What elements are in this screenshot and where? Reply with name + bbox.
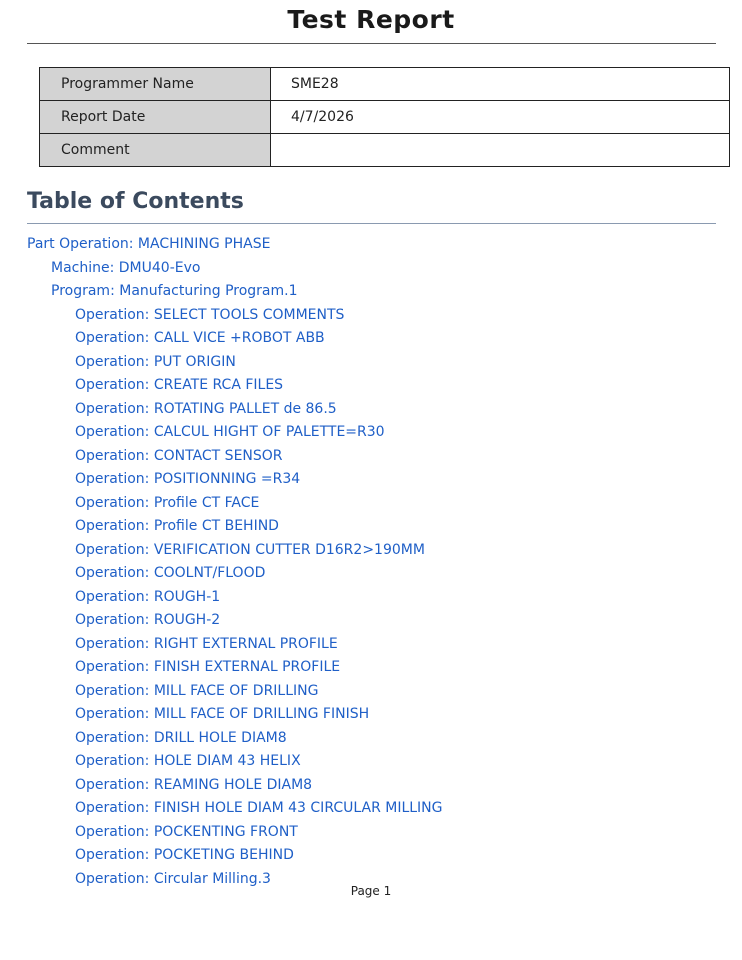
toc-entry: [0, 845, 742, 869]
page-number: Page 1: [350, 884, 392, 898]
title-divider: [27, 43, 716, 44]
toc-link-operation[interactable]: Operation: REAMING HOLE DIAM8: [75, 776, 313, 793]
toc-link-operation[interactable]: Operation: SELECT TOOLS COMMENTS: [75, 306, 345, 323]
toc-entry: [0, 587, 742, 611]
toc-link-operation[interactable]: Operation: CALL VICE +ROBOT ABB: [75, 330, 325, 346]
toc-entry: [0, 798, 742, 822]
toc-link-operation[interactable]: Operation: ROUGH-1: [75, 588, 221, 605]
report-info-table: [39, 67, 730, 167]
toc-entry: [0, 681, 742, 705]
toc-entry: [0, 610, 742, 634]
toc-entry: [0, 469, 742, 493]
toc-link-operation[interactable]: Operation: MILL FACE OF DRILLING FINISH: [75, 706, 370, 722]
toc-entry: [0, 516, 742, 540]
toc-entry: [0, 399, 742, 423]
toc-link-operation[interactable]: Operation: DRILL HOLE DIAM8: [75, 729, 287, 746]
toc-entry: [0, 352, 742, 376]
toc-link-section[interactable]: Program: Manufacturing Program.1: [51, 283, 298, 299]
info-label: Programmer Name: [40, 68, 271, 101]
toc-entry: [0, 281, 742, 305]
toc-link-operation[interactable]: Operation: CALCUL HIGHT OF PALETTE=R30: [75, 424, 385, 440]
toc-link-operation[interactable]: Operation: ROTATING PALLET de 86.5: [75, 400, 337, 417]
toc-entry: [0, 493, 742, 517]
toc-link-operation[interactable]: Operation: FINISH EXTERNAL PROFILE: [75, 659, 341, 675]
toc-entry: [0, 563, 742, 587]
info-row-programmer: [40, 68, 730, 101]
toc-entry: [0, 751, 742, 775]
info-value: 4/7/2026: [271, 101, 730, 134]
toc-heading: Table of Contents: [27, 189, 244, 214]
toc-entry: [0, 234, 742, 258]
info-row-comment: [40, 134, 730, 167]
info-value: [271, 134, 730, 167]
toc-link-operation[interactable]: Operation: Circular Milling.3: [75, 870, 271, 887]
toc-entry: [0, 305, 742, 329]
toc-divider: [27, 223, 716, 224]
toc-link-operation[interactable]: Operation: POSITIONNING =R34: [75, 471, 301, 487]
toc-entry: [0, 540, 742, 564]
toc-entry: [0, 375, 742, 399]
toc-entry: [0, 328, 742, 352]
info-label: Comment: [40, 134, 271, 167]
toc-entry: [0, 634, 742, 658]
info-label: Report Date: [40, 101, 271, 134]
toc-link-section[interactable]: Machine: DMU40-Evo: [51, 259, 201, 276]
toc-list: [0, 234, 742, 892]
toc-link-operation[interactable]: Operation: HOLE DIAM 43 HELIX: [75, 753, 301, 769]
info-row-report-date: [40, 101, 730, 134]
toc-entry: [0, 822, 742, 846]
toc-link-operation[interactable]: Operation: MILL FACE OF DRILLING: [75, 682, 319, 699]
toc-entry: [0, 704, 742, 728]
toc-link-operation[interactable]: Operation: Profile CT BEHIND: [75, 518, 279, 534]
toc-link-operation[interactable]: Operation: PUT ORIGIN: [75, 353, 236, 370]
toc-link-operation[interactable]: Operation: COOLNT/FLOOD: [75, 565, 266, 581]
toc-link-operation[interactable]: Operation: Profile CT FACE: [75, 494, 260, 511]
toc-link-operation[interactable]: Operation: CONTACT SENSOR: [75, 447, 283, 464]
toc-link-part-operation[interactable]: Part Operation: MACHINING PHASE: [27, 236, 271, 252]
toc-link-operation[interactable]: Operation: RIGHT EXTERNAL PROFILE: [75, 635, 338, 652]
toc-link-operation[interactable]: Operation: CREATE RCA FILES: [75, 377, 284, 393]
toc-link-operation[interactable]: Operation: ROUGH-2: [75, 612, 221, 628]
toc-entry: [0, 728, 742, 752]
toc-link-operation[interactable]: Operation: POCKETING BEHIND: [75, 847, 294, 863]
toc-link-operation[interactable]: Operation: VERIFICATION CUTTER D16R2>190MM: [75, 541, 425, 558]
toc-link-operation[interactable]: Operation: POCKENTING FRONT: [75, 823, 298, 840]
toc-entry: [0, 258, 742, 282]
toc-entry: [0, 775, 742, 799]
toc-entry: [0, 657, 742, 681]
info-value: SME28: [271, 68, 730, 101]
toc-entry: [0, 422, 742, 446]
toc-entry: [0, 446, 742, 470]
report-title: Test Report: [287, 5, 455, 34]
toc-link-operation[interactable]: Operation: FINISH HOLE DIAM 43 CIRCULAR MILLING: [75, 800, 443, 816]
